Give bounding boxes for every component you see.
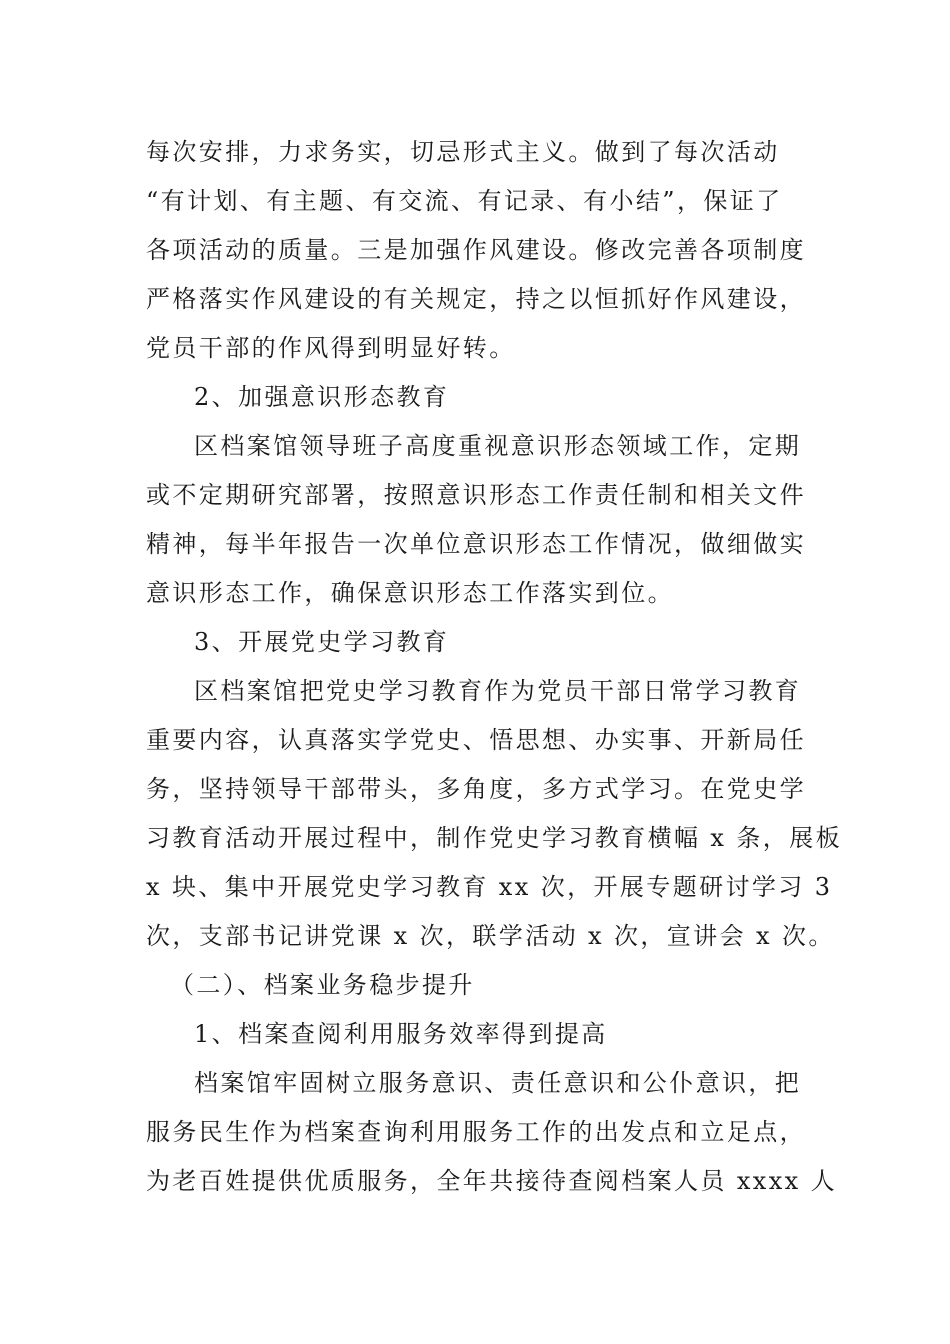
section-heading: 1、档案查阅利用服务效率得到提高 (194, 1020, 608, 1048)
paragraph-line: 重要内容，认真落实学党史、悟思想、办实事、开新局任 (146, 726, 806, 754)
paragraph-line: 党员干部的作风得到明显好转。 (146, 334, 516, 362)
body-text (146, 128, 842, 1206)
paragraph-line: 习教育活动开展过程中，制作党史学习教育横幅 x 条，展板 (146, 824, 842, 852)
chapter-heading: （二）、档案业务稳步提升 (170, 971, 475, 999)
section-heading: 2、加强意识形态教育 (194, 383, 450, 411)
paragraph-line: 每次安排，力求务实，切忌形式主义。做到了每次活动 (146, 138, 780, 166)
paragraph-line: 档案馆牢固树立服务意识、责任意识和公仆意识，把 (194, 1069, 802, 1097)
paragraph-line: 精神，每半年报告一次单位意识形态工作情况，做细做实 (146, 530, 806, 558)
paragraph-line: 或不定期研究部署，按照意识形态工作责任制和相关文件 (146, 481, 806, 509)
paragraph-line: 各项活动的质量。三是加强作风建设。修改完善各项制度 (146, 236, 806, 264)
paragraph-line: 次，支部书记讲党课 x 次，联学活动 x 次，宣讲会 x 次。 (146, 922, 835, 950)
section-heading: 3、开展党史学习教育 (194, 628, 450, 656)
paragraph-line: 为老百姓提供优质服务，全年共接待查阅档案人员 xxxx 人 (146, 1167, 837, 1195)
paragraph-line: 严格落实作风建设的有关规定，持之以恒抓好作风建设， (146, 285, 806, 313)
paragraph-line: 意识形态工作，确保意识形态工作落实到位。 (146, 579, 674, 607)
paragraph-line: 务，坚持领导干部带头，多角度，多方式学习。在党史学 (146, 775, 806, 803)
paragraph-line: 区档案馆领导班子高度重视意识形态领域工作，定期 (194, 432, 802, 460)
paragraph-line: 区档案馆把党史学习教育作为党员干部日常学习教育 (194, 677, 802, 705)
paragraph-line: “有计划、有主题、有交流、有记录、有小结”，保证了 (146, 187, 783, 215)
paragraph-line: 服务民生作为档案查询利用服务工作的出发点和立足点， (146, 1118, 806, 1146)
paragraph-line: x 块、集中开展党史学习教育 xx 次，开展专题研讨学习 3 (146, 873, 833, 901)
